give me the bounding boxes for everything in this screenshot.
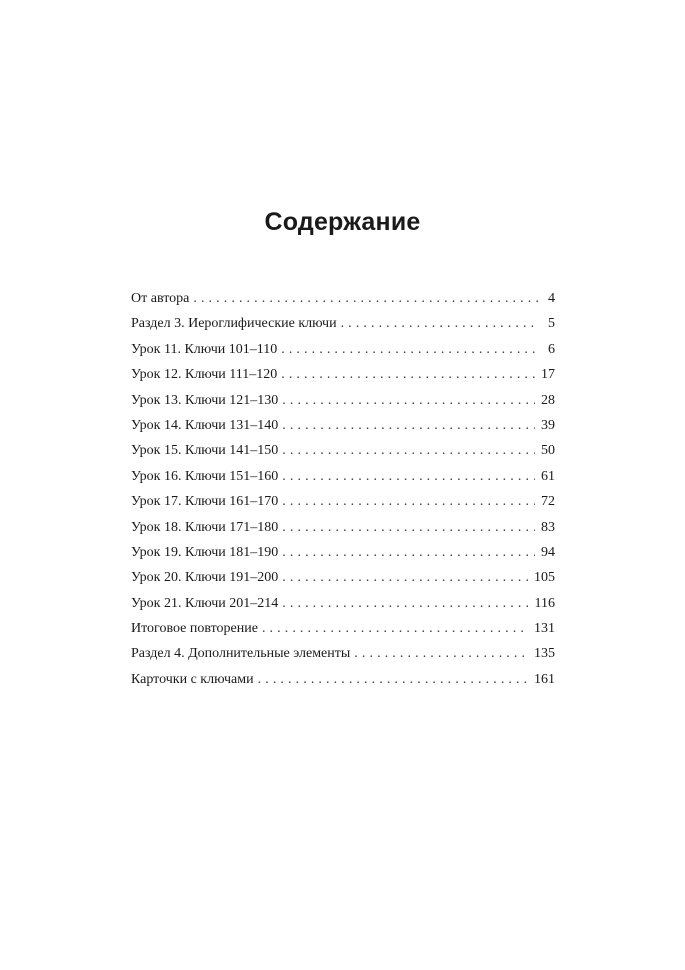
toc-entry-page: 105 bbox=[534, 570, 555, 586]
toc-entry-label: Карточки с ключами bbox=[131, 671, 254, 687]
toc-entry-label: Урок 19. Ключи 181–190 bbox=[131, 544, 279, 560]
toc-entry-label: Раздел 3. Иероглифические ключи bbox=[131, 316, 337, 332]
toc-dot-leader bbox=[282, 489, 535, 514]
page-title: Содержание bbox=[264, 208, 421, 236]
toc-dot-leader bbox=[262, 616, 528, 641]
toc-entry[interactable] bbox=[131, 388, 555, 413]
toc-entry-label: Урок 21. Ключи 201–214 bbox=[131, 595, 279, 611]
toc-entry[interactable] bbox=[131, 667, 555, 692]
toc-entry-page: 61 bbox=[541, 468, 555, 484]
toc-dot-leader bbox=[282, 540, 535, 565]
toc-dot-leader bbox=[282, 388, 535, 413]
toc-dot-leader bbox=[282, 515, 535, 540]
toc-entry[interactable] bbox=[131, 515, 555, 540]
toc-entry-page: 4 bbox=[548, 291, 555, 306]
toc-entry[interactable] bbox=[131, 337, 555, 362]
toc-dot-leader bbox=[258, 667, 528, 692]
toc-entry[interactable] bbox=[131, 362, 555, 387]
toc-entry-page: 17 bbox=[541, 367, 555, 383]
toc-entry-page: 135 bbox=[534, 646, 555, 662]
toc-entry[interactable] bbox=[131, 489, 555, 514]
toc-entry-page: 5 bbox=[548, 316, 555, 332]
toc-entry[interactable] bbox=[131, 286, 555, 311]
toc-dot-leader bbox=[341, 311, 539, 336]
toc-entry[interactable] bbox=[131, 413, 555, 438]
toc-dot-leader bbox=[282, 565, 528, 590]
toc-entry-page: 72 bbox=[541, 494, 555, 510]
table-of-contents bbox=[131, 286, 555, 692]
toc-entry-label: Урок 12. Ключи 111–120 bbox=[131, 367, 278, 383]
toc-entry[interactable] bbox=[131, 641, 555, 666]
toc-dot-leader bbox=[281, 362, 535, 387]
toc-dot-leader bbox=[193, 286, 539, 311]
toc-dot-leader bbox=[282, 464, 535, 489]
toc-dot-leader bbox=[354, 641, 528, 666]
toc-entry-label: Урок 13. Ключи 121–130 bbox=[131, 392, 279, 408]
toc-dot-leader bbox=[282, 591, 528, 616]
toc-entry-page: 83 bbox=[541, 519, 555, 535]
toc-entry-label: Урок 15. Ключи 141–150 bbox=[131, 443, 279, 459]
toc-entry-label: Урок 14. Ключи 131–140 bbox=[131, 417, 279, 433]
toc-entry-page: 94 bbox=[541, 544, 555, 560]
toc-dot-leader bbox=[282, 413, 535, 438]
toc-entry-label: Урок 16. Ключи 151–160 bbox=[131, 468, 279, 484]
toc-entry-page: 39 bbox=[541, 417, 555, 433]
toc-entry-label: Урок 18. Ключи 171–180 bbox=[131, 519, 279, 535]
toc-entry[interactable] bbox=[131, 311, 555, 336]
toc-entry-page: 6 bbox=[548, 341, 555, 357]
toc-entry[interactable] bbox=[131, 616, 555, 641]
toc-entry[interactable] bbox=[131, 464, 555, 489]
toc-entry-label: Итоговое повторение bbox=[131, 621, 258, 637]
toc-entry-label: Урок 17. Ключи 161–170 bbox=[131, 494, 279, 510]
toc-entry-page: 131 bbox=[534, 621, 555, 637]
toc-entry-label: От автора bbox=[131, 291, 190, 306]
toc-entry-label: Раздел 4. Дополнительные элементы bbox=[131, 646, 351, 662]
toc-entry-page: 50 bbox=[541, 443, 555, 459]
toc-entry-page: 116 bbox=[534, 595, 555, 611]
toc-entry-label: Урок 11. Ключи 101–110 bbox=[131, 341, 278, 357]
toc-entry[interactable] bbox=[131, 591, 555, 616]
toc-dot-leader bbox=[282, 438, 535, 463]
toc-entry-label: Урок 20. Ключи 191–200 bbox=[131, 570, 279, 586]
toc-entry-page: 28 bbox=[541, 392, 555, 408]
toc-dot-leader bbox=[281, 337, 539, 362]
toc-entry[interactable] bbox=[131, 565, 555, 590]
toc-entry-page: 161 bbox=[534, 671, 555, 687]
toc-entry[interactable] bbox=[131, 540, 555, 565]
toc-entry[interactable] bbox=[131, 438, 555, 463]
